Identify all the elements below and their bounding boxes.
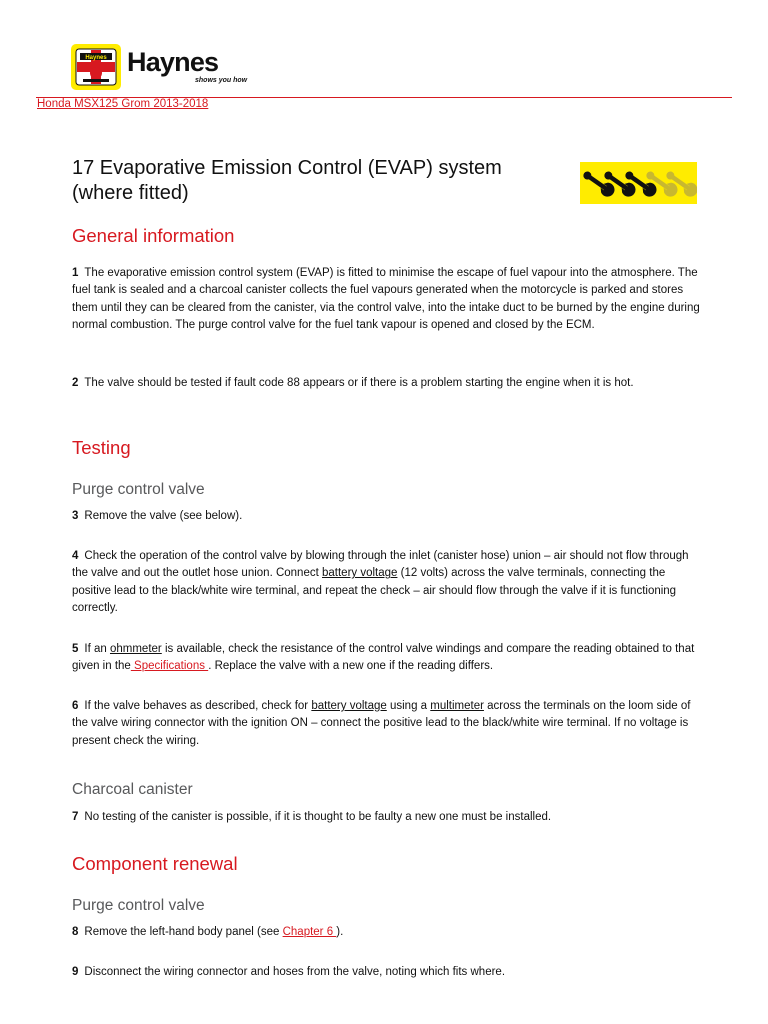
svg-text:Haynes: Haynes (85, 55, 107, 61)
step-number: 5 (72, 643, 79, 655)
paragraph-3 (72, 508, 700, 525)
logo-wordmark: Haynes (127, 47, 219, 77)
step-number: 6 (72, 700, 79, 712)
chapter-6-link[interactable]: Chapter 6 (282, 926, 337, 938)
section-heading-testing: Testing (72, 437, 131, 458)
paragraph-5 (72, 641, 700, 676)
battery-voltage-link[interactable]: battery voltage (311, 700, 387, 712)
step-number: 2 (72, 377, 79, 389)
step-number: 7 (72, 811, 79, 823)
step-number: 8 (72, 926, 79, 938)
multimeter-link[interactable]: multimeter (430, 700, 484, 712)
difficulty-rating (580, 162, 697, 204)
logo-tagline: shows you how (195, 77, 248, 84)
subheading-purge-control-valve-renewal: Purge control valve (72, 897, 205, 914)
paragraph-text: The evaporative emission control system (EVAP) is fitted to minimise the escape of fuel vapour into the atmosphere. The fuel tank is sealed and a charcoal canister collects the fuel vapours generated when the motorcycle is parked and stores them until they can be cleared from the canister, via the control valve, into the intake duct to be burned by the engine during normal combustion. The purge control valve for the fuel tank vapour is opened and closed by the ECM. (72, 267, 700, 331)
paragraph-text: Check the operation of the control valve by blowing through the inlet (canister hose) union – air should not flow through the valve and out the outlet hose union. Connect (72, 550, 689, 580)
paragraph-text: is available, check the resistance of the control valve windings and compare the reading obtained to that given in the (72, 643, 695, 673)
battery-voltage-link[interactable]: battery voltage (322, 567, 398, 580)
section-heading-component-renewal: Component renewal (72, 853, 238, 874)
paragraph-text: Disconnect the wiring connector and hoses from the valve, noting which fits where. (84, 966, 506, 978)
spanner-icon (580, 168, 617, 200)
paragraph-text: If an (84, 643, 110, 655)
paragraph-text: Remove the valve (see below). (84, 510, 243, 522)
paragraph-1 (72, 265, 700, 334)
step-number: 3 (72, 510, 79, 522)
paragraph-9 (72, 964, 700, 981)
step-number: 9 (72, 966, 79, 978)
section-heading-general: General information (72, 225, 235, 246)
difficulty-spanners (580, 162, 697, 204)
paragraph-text: Remove the left-hand body panel (see (84, 926, 283, 938)
subheading-purge-control-valve: Purge control valve (72, 481, 205, 498)
step-number: 1 (72, 267, 79, 279)
breadcrumb-link[interactable]: Honda MSX125 Grom 2013-2018 (37, 98, 209, 110)
subheading-charcoal-canister: Charcoal canister (72, 781, 193, 798)
paragraph-4 (72, 548, 700, 617)
step-number: 4 (72, 550, 79, 562)
paragraph-2 (72, 375, 700, 392)
haynes-badge-icon (71, 44, 121, 90)
paragraph-text: ). (336, 926, 344, 938)
paragraph-text: . Replace the valve with a new one if the reading differs. (208, 660, 494, 673)
paragraph-text: using a (386, 700, 431, 712)
haynes-logo[interactable] (71, 44, 248, 92)
paragraph-text: (12 volts) across the valve terminals, connecting the positive lead to the black/white wire terminal, and repeat the check – air should flow through the valve if it is functioning correctly. (72, 567, 677, 614)
specifications-link[interactable]: Specifications (130, 660, 209, 673)
paragraph-text: The valve should be tested if fault code 88 appears or if there is a problem starting the engine when it is hot. (84, 377, 634, 389)
paragraph-text: across the terminals on the loom side of the valve wiring connector with the ignition ON – connect the positive lead to the black/white wire terminal. If no voltage is present check the wiring. (72, 700, 691, 747)
paragraph-7 (72, 809, 700, 826)
paragraph-8 (72, 924, 700, 941)
page-title: 17 Evaporative Emission Control (EVAP) system (where fitted) (72, 157, 502, 204)
paragraph-text: If the valve behaves as described, check for (84, 700, 312, 712)
paragraph-6 (72, 698, 700, 750)
ohmmeter-link[interactable]: ohmmeter (109, 643, 162, 655)
paragraph-text: No testing of the canister is possible, if it is thought to be faulty a new one must be installed. (84, 811, 552, 823)
